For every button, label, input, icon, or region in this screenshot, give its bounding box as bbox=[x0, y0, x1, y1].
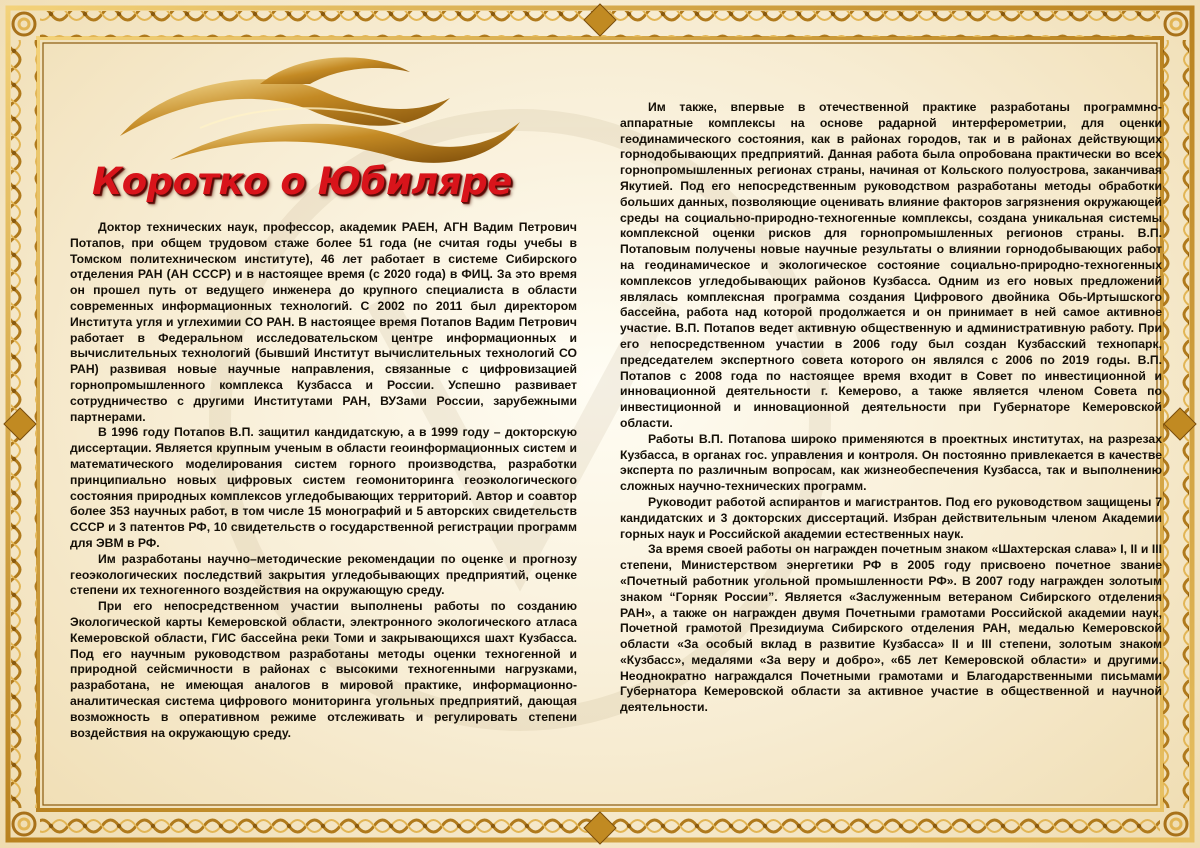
paragraph: Им разработаны научно–методические рекомендации по оценке и прогнозу геоэкологических последствий закрытия угледобывающих предприятий, оценке степени их техногенного воздействия на окружающую среду. bbox=[70, 551, 577, 598]
gold-swirl-ornament bbox=[110, 48, 530, 173]
page-title: Коротко о Юбиляре bbox=[92, 160, 512, 203]
paragraph: За время своей работы он награжден почетным знаком «Шахтерская слава» I, II и III степени, Министерством энергетики РФ в 2005 году присвоено почетное звание «Почетный работник угольной промышленности РФ». В 2007 году награжден золотым знаком “Горняк России”. Является «Заслуженным ветераном Сибирского отделения РАН», а также он награжден двумя Почетными грамотами Российской академии наук, Почетной грамотой Президиума Сибирского отделения РАН, медалью Кемеровской области «За особый вклад в развитие Кузбасса» II и III степени, золотым знаком «Кузбасс», медалями «За веру и добро», «65 лет Кемеровской области» и другими. Неоднократно награждался Почетными грамотами и Благодарственными письмами Губернатора Кемеровской области за активное участие в общественной и научной деятельности. bbox=[620, 542, 1162, 715]
paragraph: Руководит работой аспирантов и магистрантов. Под его руководством защищены 7 кандидатских и 3 докторских диссертаций. Избран действительным членом Академии горных наук и Российской академии естественных наук. bbox=[620, 494, 1162, 541]
paragraph: В 1996 году Потапов В.П. защитил кандидатскую, а в 1999 году – докторскую диссертации. Является крупным ученым в области геоинформационных систем и математического моделирования систем горного производства, разработки принципиально новых цифровых систем геомониторинга геоэкологического состояния природных комплексов угледобывающих территорий. Автор и соавтор более 353 научных работ, в том числе 15 монографий и 5 авторских свидетельств СССР и 3 патентов РФ, 10 свидетельств о государственной регистрации программ для ЭВМ в РФ. bbox=[70, 425, 577, 550]
paragraph: Работы В.П. Потапова широко применяются в проектных институтах, на разрезах Кузбасса, в органах гос. управления и контроля. Он постоянно привлекается в качестве эксперта по различным вопросам, как жизнеобеспечения Кузбасса, так и выполнению сложных научно-технических программ. bbox=[620, 431, 1162, 494]
paragraph: Доктор технических наук, профессор, академик РАЕН, АГН Вадим Петрович Потапов, при общем трудовом стаже более 51 года (не считая годы учебы в Томском политехническом институте), 46 лет работает в системе Сибирского отделения РАН (АН СССР) и в настоящее время (с 2020 года) в ФИЦ. За это время он прошел путь от ведущего инженера до крупного специалиста в области современных информационных технологий. С 2002 по 2011 был директором Института угля и углехимии СО РАН. В настоящее время Потапов Вадим Петрович работает в Федеральном исследовательском центре информационных и вычислительных технологий (бывший Институт вычислительных технологий СО РАН) развивая новые научные направления, связанные с цифровизацией горнопромышленного комплекса Кузбасса и России. Успешно развивает сотрудничество с другими Институтами РАН, ВУЗами России, зарубежными партнерами. bbox=[70, 220, 577, 424]
paragraph: При его непосредственном участии выполнены работы по созданию Экологической карты Кемеровской области, электронного экологического атласа Кемеровской области, ГИС бассейна реки Томи и закрывающихся шахт Кузбасса. Под его научным руководством разработаны методы оценки техногенной и природной сейсмичности в районах с высокими техногенными нагрузками, разработана, не имеющая аналогов в мировой практике, информационно-аналитическая система цифрового мониторинга угольных предприятий, дающая возможность в оперативном режиме отслеживать и регулировать степени воздействия на окружающую среду. bbox=[70, 599, 577, 740]
right-column bbox=[620, 100, 1162, 716]
paragraph: Им также, впервые в отечественной практике разработаны программно-аппаратные комплексы на основе радарной интерферометрии, для оценки геодинамического состояния, как в районах городов, так и в районах действующих горнодобывающих предприятий. Данная работа была опробована практически во всех горнопромышленных регионах страны, начиная от Кольского полуострова, заканчивая Якутией. Под его непосредственным руководством разработаны методы обработки больших данных, позволяющие оценивать влияние факторов загрязнения окружающей среды на социально-природно-техногенные комплексы, создана уникальная системы комплексной оценки рисков для горнопромышленных регионов страны. В.П. Потаповым получены новые научные результаты о влиянии горнодобывающих работ на геодинамическое и экологическое состояние социально-природно-техногенных комплексов угледобывающих районов Кузбасса. Одним из его новых предложений являлась комплексная программа создания Цифрового двойника Обь-Иртышского бассейна, работа над которой продолжается и он принимает в ней самое активное участие. В.П. Потапов ведет активную общественную и административную работу. При его непосредственном участии в 2006 году был создан Кузбасский технопарк, председателем экспертного совета которого он являлся с 2006 по 2019 годы. В.П. Потапов с 2008 года по настоящее время входит в Совет по инвестиционной и инновационной деятельности г. Кемерово, а также является членом Совета по инвестиционной и инновационной деятельности при Губернаторе Кемеровской области. bbox=[620, 100, 1162, 430]
left-column bbox=[70, 220, 577, 741]
